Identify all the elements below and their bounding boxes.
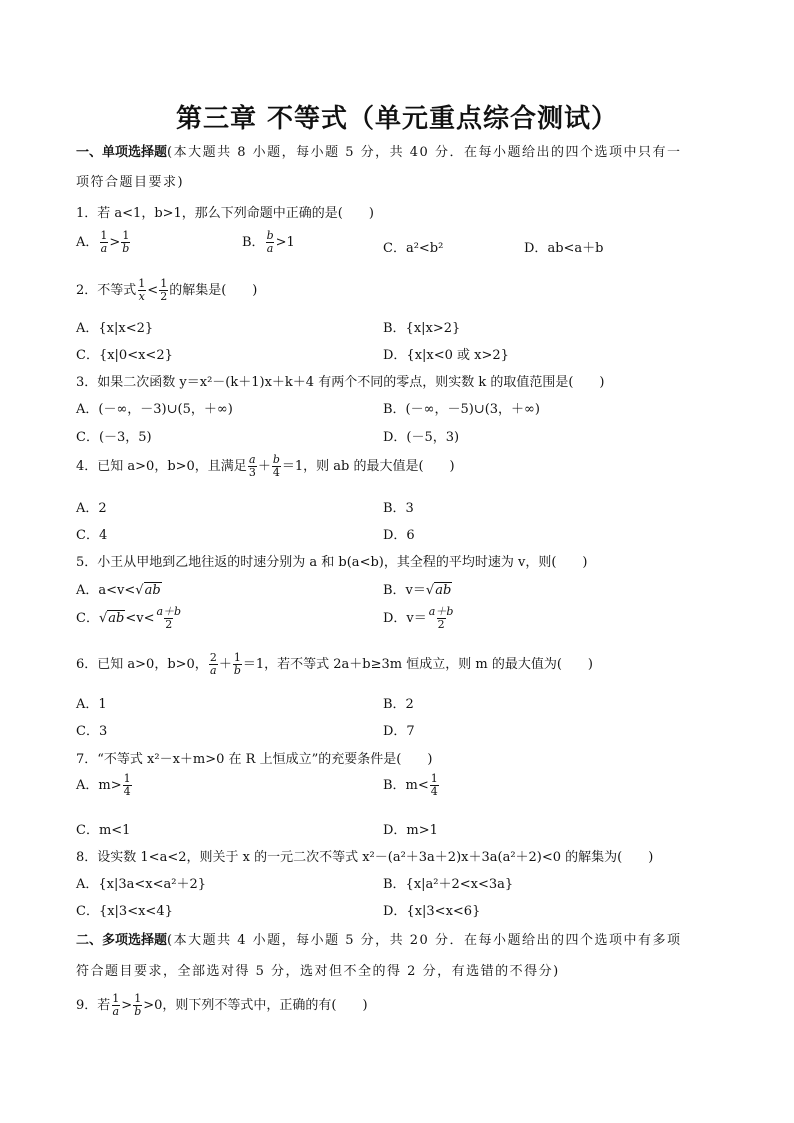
q6-option-a[interactable]: A．1 xyxy=(76,697,107,712)
q1-a-frac2: $\frac{1}{b}$ xyxy=(122,229,130,255)
q1-d-label: D． xyxy=(524,241,548,256)
q1-a-label: A． xyxy=(76,235,99,250)
q6-option-d[interactable]: D．7 xyxy=(383,724,415,739)
q3-stem: 3．如果二次函数 y＝x²－(k＋1)x＋k＋4 有两个不同的零点，则实数 k 的取值范围是( ) xyxy=(76,375,605,390)
q2-option-d[interactable]: D．{x|x<0 或 x>2} xyxy=(383,348,509,363)
q7-option-d[interactable]: D．m>1 xyxy=(383,823,438,838)
q8-stem: 8．设实数 1<a<2，则关于 x 的一元二次不等式 x²－(a²＋3a＋2)x＋3a(a²＋2)<0 的解集为( ) xyxy=(76,850,654,865)
q3-option-b[interactable]: B．(－∞，－5)∪(3，＋∞) xyxy=(383,402,540,417)
q6-stem: 6．已知 a>0，b>0， $\frac{2}{a}$ ＋ $\frac{1}{b}$ ＝1，若不等式 2a＋b≥3m 恒成立，则 m 的最大值为( ) xyxy=(76,651,593,677)
q8-option-b[interactable]: B．{x|a²＋2<x<3a} xyxy=(383,877,514,892)
section2-note-line2: 符合题目要求，全部选对得 5 分，选对但不全的得 2 分，有选错的不得分) xyxy=(76,964,560,979)
q2-option-c[interactable]: C．{x|0<x<2} xyxy=(76,348,173,363)
q1-b-label: B． xyxy=(242,235,265,250)
q4-option-c[interactable]: C．4 xyxy=(76,528,108,543)
q6-option-b[interactable]: B．2 xyxy=(383,697,414,712)
q5-option-b[interactable]: B．v＝√ab xyxy=(383,583,452,598)
q1-d-text: ab<a＋b xyxy=(547,241,604,256)
q1-option-b[interactable] xyxy=(242,230,295,255)
q2-stem: 2．不等式 $\frac{1}{x}$ < $\frac{1}{2}$ 的解集是( ) xyxy=(76,277,258,303)
q8-option-d[interactable]: D．{x|3<x<6} xyxy=(383,904,481,919)
q5-option-c[interactable]: C．√ab<v< $\frac{a+b}{2}$ xyxy=(76,605,182,631)
q4-option-d[interactable]: D．6 xyxy=(383,528,415,543)
q1-option-a[interactable] xyxy=(76,230,131,255)
q7-option-b[interactable]: B．m< $\frac{1}{4}$ xyxy=(383,772,438,798)
q3-option-c[interactable]: C．(－3，5) xyxy=(76,430,152,445)
q3-option-d[interactable]: D．(－5，3) xyxy=(383,430,460,445)
section2-note: (本大题共 4 小题，每小题 5 分，共 20 分．在每小题给出的四个选项中有多项 xyxy=(167,933,682,948)
q1-option-c[interactable] xyxy=(383,237,443,256)
q5-stem: 5．小王从甲地到乙地往返的时速分别为 a 和 b(a<b)，其全程的平均时速为 v，则( ) xyxy=(76,555,588,570)
q7-option-a[interactable]: A．m> $\frac{1}{4}$ xyxy=(76,772,131,798)
q1-c-label: C． xyxy=(383,241,406,256)
q2-option-a[interactable]: A．{x|x<2} xyxy=(76,321,154,336)
q5-option-d[interactable]: D．v＝ $\frac{a+b}{2}$ xyxy=(383,605,454,631)
q4-stem: 4．已知 a>0，b>0，且满足 $\frac{a}{3}$ ＋ $\frac{b}{4}$ ＝1，则 ab 的最大值是( ) xyxy=(76,453,455,479)
q8-option-a[interactable]: A．{x|3a<x<a²＋2} xyxy=(76,877,207,892)
q1-stem: 1．若 a<1，b>1，那么下列命题中正确的是( ) xyxy=(76,206,374,221)
q1-b-frac: $\frac{b}{a}$ xyxy=(266,229,274,255)
q5-option-a[interactable]: A．a<v<√ab xyxy=(76,583,161,598)
q9-stem: 9．若 $\frac{1}{a}$ > $\frac{1}{b}$ >0，则下列不等式中，正确的有( ) xyxy=(76,992,368,1018)
q8-option-c[interactable]: C．{x|3<x<4} xyxy=(76,904,173,919)
q3-option-a[interactable]: A．(－∞，－3)∪(5，＋∞) xyxy=(76,402,233,417)
section2-heading: 二、多项选择题 xyxy=(76,933,168,948)
q1-b-tail: >1 xyxy=(275,235,295,250)
section1-note: (本大题共 8 小题，每小题 5 分，共 40 分．在每小题给出的四个选项中只有一 xyxy=(167,145,682,160)
q7-option-c[interactable]: C．m<1 xyxy=(76,823,131,838)
q6-option-c[interactable]: C．3 xyxy=(76,724,108,739)
q4-option-a[interactable]: A．2 xyxy=(76,501,107,516)
q1-option-d[interactable] xyxy=(524,237,603,256)
section1-note-line2: 项符合题目要求) xyxy=(76,175,185,190)
page-title: 第三章 不等式（单元重点综合测试） xyxy=(175,104,619,134)
q4-option-b[interactable]: B．3 xyxy=(383,501,414,516)
q1-c-text: a²<b² xyxy=(405,241,444,256)
q1-a-frac1: $\frac{1}{a}$ xyxy=(100,229,108,255)
q7-stem: 7．“不等式 x²－x＋m>0 在 R 上恒成立”的充要条件是( ) xyxy=(76,752,433,767)
q2-option-b[interactable]: B．{x|x>2} xyxy=(383,321,461,336)
section1-heading-line xyxy=(76,141,681,160)
section2-heading-line xyxy=(76,929,681,948)
q1-a-gt: > xyxy=(109,235,121,250)
section1-heading: 一、单项选择题 xyxy=(76,145,168,160)
